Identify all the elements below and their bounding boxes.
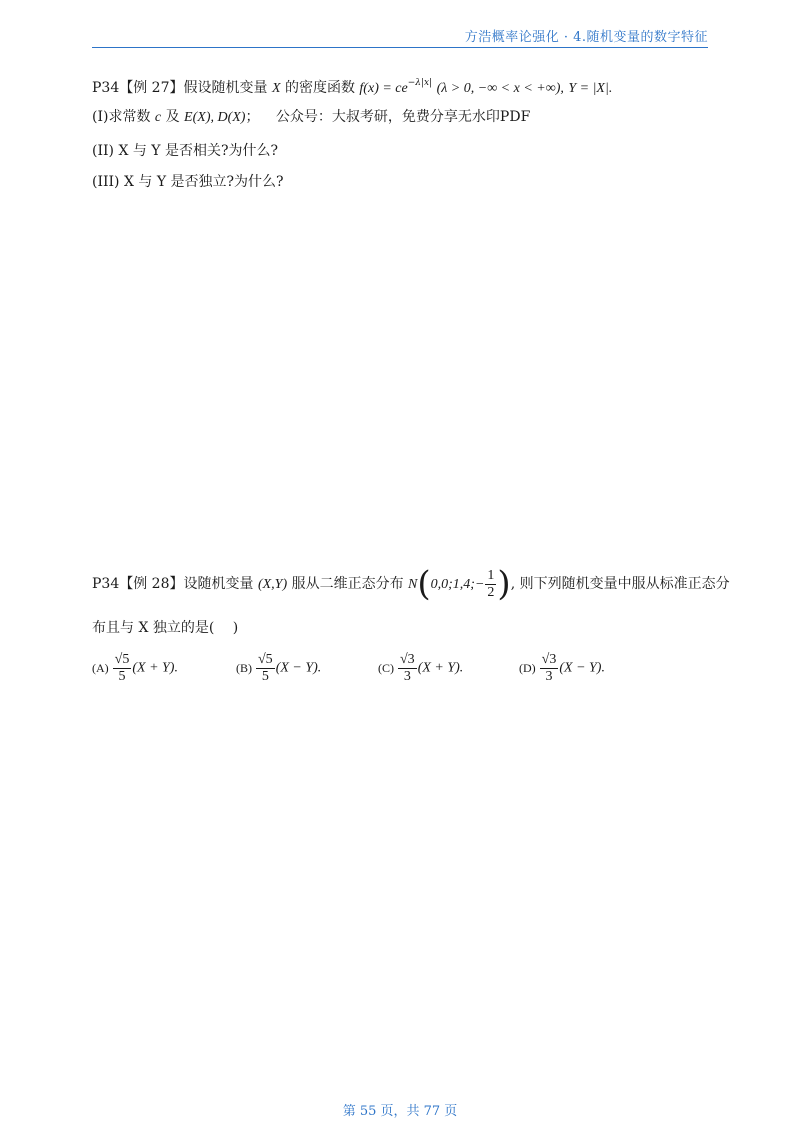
option-b-coefficient: $\frac{√5}{5}$	[258, 652, 273, 684]
part-1-suffix: ；	[245, 109, 260, 125]
var-x: X	[271, 81, 281, 96]
part-3-text: X 与 Y 是否独立?为什么?	[123, 174, 284, 190]
option-b-label: (B)	[236, 661, 252, 675]
example-27-part-2	[92, 140, 278, 162]
example-27-prefix: P34【例 27】假设随机变量	[92, 80, 268, 96]
example-28-prefix: P34【例 28】设随机变量	[92, 576, 254, 592]
example-27-statement	[92, 72, 612, 100]
density-exponent: −λ|x|	[407, 78, 433, 88]
example-28-statement	[92, 566, 730, 603]
option-a[interactable]	[92, 652, 178, 685]
example-28-text-1: 服从二维正态分布	[291, 576, 404, 592]
option-c-expression: (X + Y).	[417, 660, 464, 676]
running-header: 方浩概率论强化 · 4.随机变量的数字特征	[464, 30, 708, 45]
expectation-variance: E(X), D(X)	[184, 110, 246, 125]
option-b[interactable]	[236, 652, 321, 685]
example-28-text-2: , 则下列随机变量中服从标准正态分	[510, 576, 730, 592]
publisher-note: 公众号：大叔考研，免费分享无水印PDF	[275, 109, 531, 125]
y-definition: Y = |X|.	[568, 81, 613, 96]
density-formula: f(x) = ce	[359, 81, 408, 96]
part-2-text: X 与 Y 是否相关?为什么?	[118, 143, 279, 159]
part-1-and: 及	[165, 109, 180, 125]
page-number: 第 55 页，共 77 页	[342, 1104, 458, 1119]
normal-dist-symbol: N	[408, 577, 418, 592]
option-a-expression: (X + Y).	[132, 660, 178, 676]
right-paren: )	[497, 564, 511, 604]
example-28-line-2: 布且与 X 独立的是( )	[92, 620, 239, 636]
header-rule	[92, 47, 708, 48]
option-c[interactable]	[378, 652, 463, 685]
option-d[interactable]	[519, 652, 605, 685]
rho-denominator: 2	[487, 584, 495, 600]
option-a-label: (A)	[92, 661, 109, 675]
option-b-expression: (X − Y).	[275, 660, 322, 676]
example-27-part-3	[92, 171, 284, 193]
option-d-label: (D)	[519, 661, 536, 675]
option-a-coefficient: $\frac{√5}{5}$	[114, 652, 130, 684]
part-3-prefix: (III)	[92, 174, 120, 190]
part-1-prefix: (I)求常数	[92, 109, 151, 125]
rho-fraction	[485, 568, 496, 601]
option-d-expression: (X − Y).	[559, 660, 605, 676]
constant-c: c	[154, 110, 162, 125]
example-27-part-1	[92, 106, 530, 129]
option-c-label: (C)	[378, 661, 394, 675]
random-pair: (X,Y)	[257, 577, 288, 592]
density-text: 的密度函数	[284, 80, 355, 96]
density-condition: (λ > 0, −∞ < x < +∞),	[436, 81, 564, 96]
part-2-prefix: (II)	[92, 143, 114, 159]
option-d-coefficient: $\frac{√3}{3}$	[541, 652, 557, 684]
left-paren: (	[417, 564, 431, 604]
rho-numerator: 1	[487, 567, 495, 583]
option-c-coefficient: $\frac{√3}{3}$	[400, 652, 415, 684]
dist-params: 0,0;1,4;−	[430, 577, 485, 592]
